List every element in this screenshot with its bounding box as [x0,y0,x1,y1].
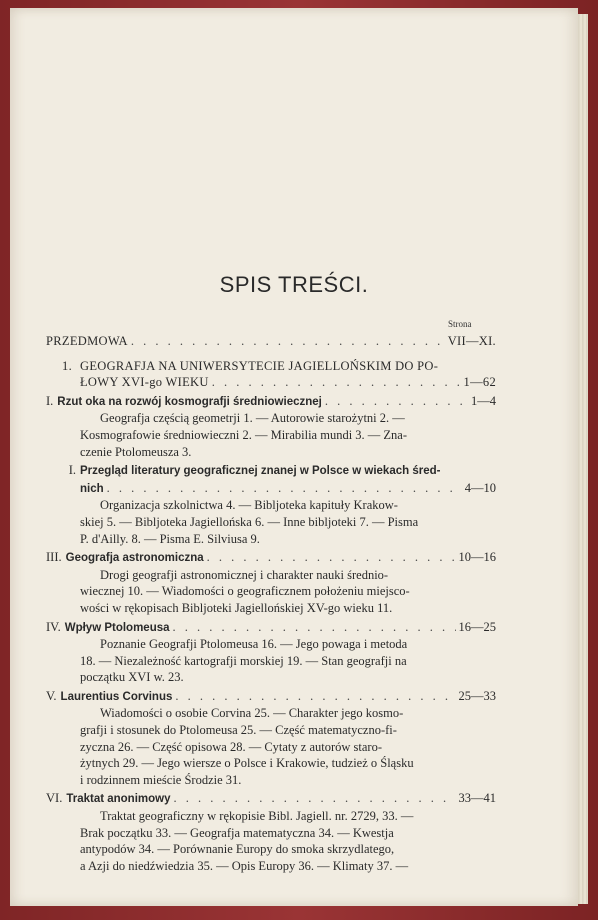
strona-label: Strona [448,319,472,329]
chapter-summary-line: Organizacja szkolnictwa 4. — Bibljoteka kapituły Krakow- [100,498,398,513]
leader-dots [212,374,461,391]
chapter-summary [46,705,496,788]
book-page [10,8,578,906]
chapter-pages: 25—33 [458,688,496,703]
page-title: SPIS TREŚCI. [219,272,369,297]
chapter-title: nich [80,482,104,495]
chapter-summary-line: i rodzinnem mieście Środzie 31. [80,772,242,787]
section-title-line1: GEOGRAFJA NA UNIWERSYTECIE JAGIELLOŃSKIM DO PO- [80,358,439,373]
chapter-summary [46,636,496,686]
chapter-title: Geografja astronomiczna [65,552,204,565]
chapter-pages: 33—41 [458,791,496,806]
toc-chapter-entry [46,549,496,616]
chapter-pages: 4—10 [464,480,496,495]
chapter-pages: 16—25 [458,619,496,634]
leader-dots [325,393,468,410]
leader-dots [173,619,456,636]
leader-dots [207,549,456,566]
chapter-summary-line: 18. — Niezależność kartografji morskiej 19. — Stan geografji na [80,653,407,668]
leader-dots [174,790,456,807]
chapter-title: Laurentius Corvinus [60,690,173,703]
chapter-title: Przegląd literatury geograficznej znanej w Polsce w wiekach śred- [80,465,441,478]
chapter-number: IV. [46,619,61,634]
section-title-line2: ŁOWY XVI-go WIEKU [80,375,209,390]
chapter-summary [46,497,496,547]
chapter-summary-line: skiej 5. — Bibljoteka Jagiellońska 6. — Inne bibljoteki 7. — Pisma [80,514,419,529]
chapter-title: Rzut oka na rozwój kosmografji średniowiecznej [57,395,322,408]
toc-chapter-entry [46,688,496,789]
chapter-list [46,393,496,875]
chapter-summary [46,567,496,617]
toc-chapter-entry [46,462,496,547]
chapter-number: V. [46,688,57,703]
chapter-summary-line: Wiadomości o osobie Corvina 25. — Charakter jego kosmo- [100,706,404,721]
chapter-number: I. [68,463,76,478]
chapter-number: III. [46,550,62,565]
section-number: 1. [62,358,72,373]
chapter-pages: 10—16 [458,550,496,565]
toc-chapter-entry [46,393,496,460]
table-of-contents [46,328,496,874]
toc-chapter-entry [46,790,496,874]
section-pages: 1—62 [463,375,496,390]
chapter-summary-line: grafji i stosunek do Ptolomeusa 25. — Część matematyczno-fi- [80,723,397,738]
chapter-summary-line: Geografja częścią geometrji 1. — Autorowie starożytni 2. — [100,411,405,426]
chapter-summary-line: wiecznej 10. — Wiadomości o geograficznem położeniu miejsco- [80,584,410,599]
leader-dots [175,688,455,705]
chapter-title: Wpływ Ptolomeusa [64,621,170,634]
chapter-summary-line: Kosmografowie średniowieczni 2. — Mirabilia mundi 3. — Zna- [80,427,408,442]
chapter-summary [46,410,496,460]
toc-entry-preface [46,333,496,350]
chapter-summary-line: Drogi geografji astronomicznej i charakter nauki średnio- [100,567,389,582]
chapter-summary-line: żytnych 29. — Jego wiersze o Polsce i Krakowie, tudzież o Śląsku [80,756,414,771]
chapter-summary [46,808,496,874]
chapter-title: Traktat anonimowy [66,793,171,806]
leader-dots [107,480,462,497]
chapter-summary-line: Poznanie Geografji Ptolomeusa 16. — Jego powaga i metoda [100,637,408,652]
chapter-summary-line: początku XVI w. 23. [80,670,184,685]
chapter-summary-line: zyczna 26. — Część opisowa 28. — Cytaty z autorów staro- [80,739,383,754]
chapter-summary-line: Traktat geograficzny w rękopisie Bibl. Jagiell. nr. 2729, 33. — [100,809,414,824]
toc-chapter-entry [46,619,496,686]
chapter-summary-line: Brak początku 33. — Geografja matematyczna 34. — Kwestja [80,825,394,840]
chapter-number: I. [46,393,54,408]
preface-label: PRZEDMOWA [46,334,128,348]
chapter-summary-line: P. d'Ailly. 8. — Pisma E. Silviusa 9. [80,531,260,546]
chapter-summary-line: czenie Ptolomeusza 3. [80,444,192,459]
chapter-summary-line: wości w rękopisach Bibljoteki Jagiellońskiej XV-go wieku 11. [80,600,393,615]
chapter-pages: 1—4 [471,393,496,408]
preface-pages: VII—XI. [447,334,496,348]
chapter-summary-line: antypodów 34. — Porównanie Europy do smoka skrzydlatego, [80,842,395,857]
toc-entry-section-1 [46,358,496,391]
leader-dots [131,333,445,350]
chapter-number: VI. [46,791,63,806]
chapter-summary-line: a Azji do niedźwiedzia 35. — Opis Europy 36. — Klimaty 37. — [80,858,409,873]
